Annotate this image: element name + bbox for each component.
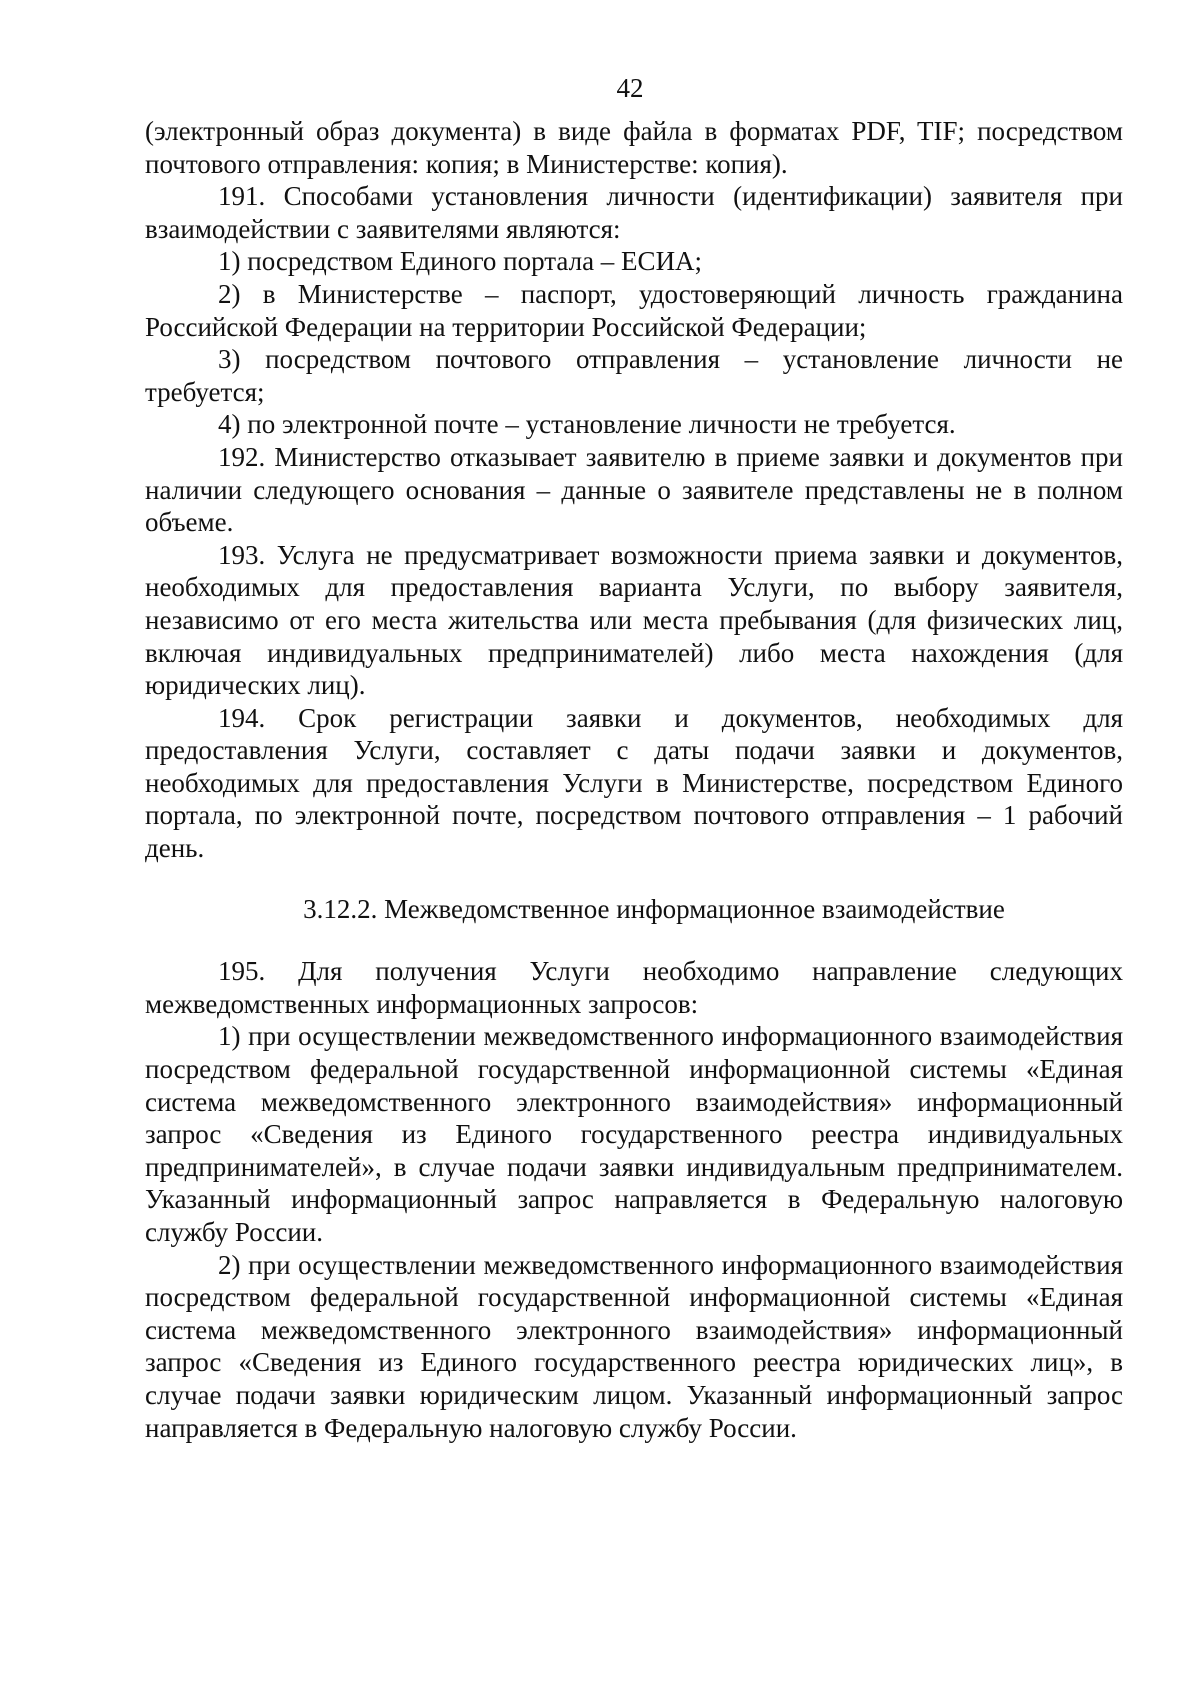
paragraph-191: 191. Способами установления личности (идентификации) заявителя при взаимодействии с заявителями являются: xyxy=(145,181,1123,244)
list-item-191-3: 3) посредством почтового отправления – установление личности не требуется; xyxy=(145,344,1123,407)
paragraph-192: 192. Министерство отказывает заявителю в приеме заявки и документов при наличии следующего основания – данные о заявителе представлены не в полном объеме. xyxy=(145,441,1123,538)
paragraph-195: 195. Для получения Услуги необходимо направление следующих межведомственных информационных запросов: xyxy=(145,956,1123,1019)
paragraph-continuation: (электронный образ документа) в виде файла в форматах PDF, TIF; посредством почтового отправления: копия; в Министерстве: копия). xyxy=(145,116,1123,179)
paragraph-194: 194. Срок регистрации заявки и документов, необходимых для предоставления Услуги, составляет с даты подачи заявки и документов, необходимых для предоставления Услуги в Министерстве, посредством Единого портала, по электронной почте, посредством почтового отправления – 1 рабочий день. xyxy=(145,702,1123,864)
document-body xyxy=(145,115,1123,1444)
list-item-191-2: 2) в Министерстве – паспорт, удостоверяющий личность гражданина Российской Федерации на территории Российской Федерации; xyxy=(145,278,1123,342)
list-item-191-1: 1) посредством Единого портала – ЕСИА; xyxy=(218,246,703,277)
page-number: 42 xyxy=(616,73,644,103)
section-heading: 3.12.2. Межведомственное информационное взаимодействие xyxy=(303,893,1005,924)
paragraph-193: 193. Услуга не предусматривает возможности приема заявки и документов, необходимых для предоставления варианта Услуги, по выбору заявителя, независимо от его места жительства или места пребывания (для физических лиц, включая индивидуальных предпринимателей) либо места нахождения (для юридических лиц). xyxy=(145,539,1123,701)
list-item-195-2: 2) при осуществлении межведомственного информационного взаимодействия посредством федеральной государственной информационной системы «Единая система межведомственного электронного взаимодействия» информационный запрос «Сведения из Единого государственного реестра юридических лиц», в случае подачи заявки юридическим лицом. Указанный информационный запрос направляется в Федеральную налоговую службу России. xyxy=(145,1249,1123,1443)
list-item-195-1: 1) при осуществлении межведомственного информационного взаимодействия посредством федеральной государственной информационной системы «Единая система межведомственного электронного взаимодействия» информационный запрос «Сведения из Единого государственного реестра индивидуальных предпринимателей», в случае подачи заявки индивидуальным предпринимателем. Указанный информационный запрос направляется в Федеральную налоговую службу России. xyxy=(145,1021,1123,1247)
list-item-191-4: 4) по электронной почте – установление личности не требуется. xyxy=(218,409,956,440)
